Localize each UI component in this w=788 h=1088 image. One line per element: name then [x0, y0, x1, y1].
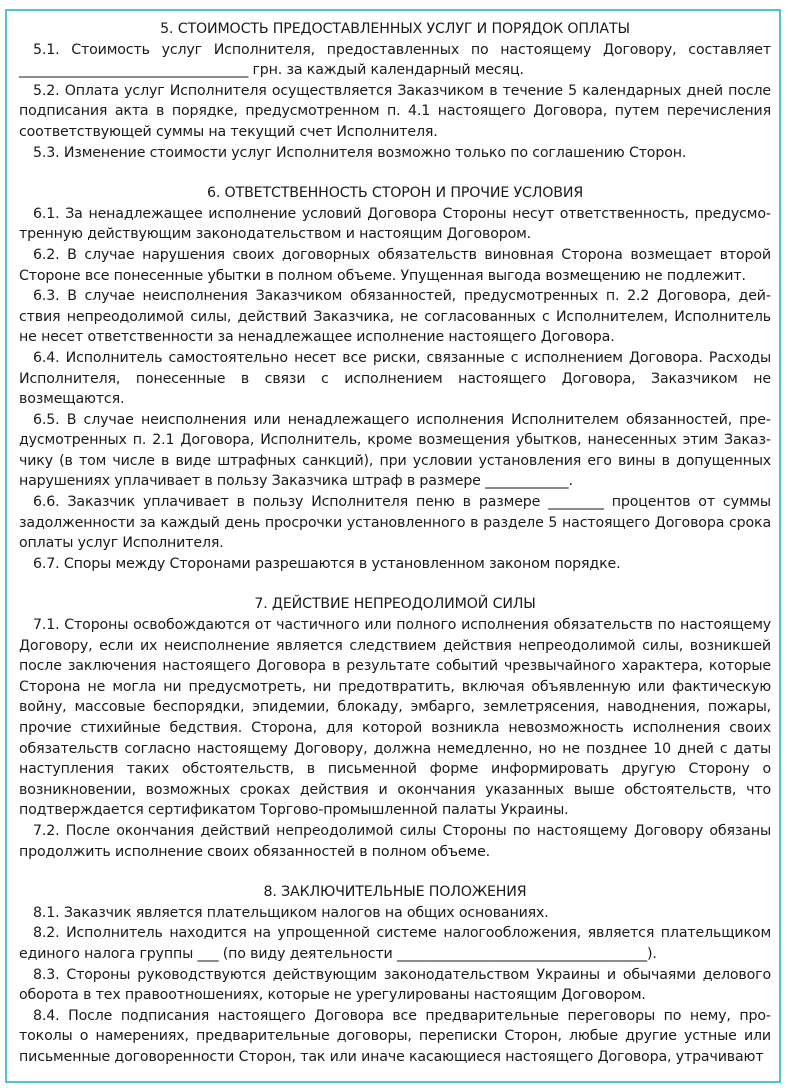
clause-6-7: 6.7. Споры между Сторонами разрешаются в установленном законом порядке.: [33, 555, 621, 572]
section-6: [19, 183, 771, 574]
clause-8-1: 8.1. Заказчик является плательщиком налогов на общих основаниях.: [33, 904, 549, 921]
clause-8-2: 8.2. Исполнитель находится на упрощенной системе налогообложения, является плательщиком единого налога группы ___ (по виду деятельности ____________________________________).: [19, 925, 771, 962]
clause-7-2: 7.2. После окончания действий непреодолимой силы Стороны по настоящему Договору обязаны продолжить исполнение своих обязанностей в полном объеме.: [19, 822, 771, 860]
clause-6-5: 6.5. В случае неисполнения или ненадлежащего исполнения Исполнителем обязанностей, предусмотренных п. 2.1 Договора, Исполнитель, кроме возмещения убытков, нанесенных этим Заказчику (в том числе в виде штрафных санкций), при условии установления его вины в допущенных нарушениях уплачивает в пользу Заказчика штраф в размере ____________.: [19, 411, 771, 490]
section-title: 6. ОТВЕТСТВЕННОСТЬ СТОРОН И ПРОЧИЕ УСЛОВИЯ: [206, 185, 584, 202]
clause-8-4: 8.4. После подписания настоящего Договора все предварительные переговоры по нему, протоколы о намерениях, предварительные договоры, переписки Сторон, любые другие устные или письменные договоренности Сторон, так или иначе касающиеся настоящего Договора, утрачивают: [19, 1007, 771, 1065]
section-8: [19, 882, 771, 1067]
clause-6-1: 6.1. За ненадлежащее исполнение условий Договора Стороны несут ответственность, предусмотренную действующим законодательством и настоящим Договором.: [19, 205, 771, 243]
section-title: 7. ДЕЙСТВИЕ НЕПРЕОДОЛИМОЙ СИЛЫ: [254, 596, 536, 613]
clause-5-2: 5.2. Оплата услуг Исполнителя осуществляется Заказчиком в течение 5 календарных дней после подписания акта в порядке, предусмотренном п. 4.1 настоящего Договора, путем перечисления соответствующей суммы на текущий счет Исполнителя.: [19, 82, 771, 140]
section-title: 8. ЗАКЛЮЧИТЕЛЬНЫЕ ПОЛОЖЕНИЯ: [263, 884, 527, 901]
clause-6-3: 6.3. В случае неисполнения Заказчиком обязанностей, предусмотренных п. 2.2 Договора, действия непреодолимой силы, действий Заказчика, не согласованных с Исполнителем, Исполнитель не несет ответственности за ненадлежащее исполнение настоящего Договора.: [19, 288, 771, 346]
clause-6-6: 6.6. Заказчик уплачивает в пользу Исполнителя пеню в размере ________ процентов от суммы задолженности за каждый день просрочки установленного в разделе 5 настоящего Договора срока оплаты услуг Исполнителя.: [19, 494, 771, 552]
clause-6-4: 6.4. Исполнитель самостоятельно несет все риски, связанные с исполнением Договора. Расходы Исполнителя, понесенные в связи с исполнением настоящего Договора, Заказчиком не возмещаются.: [19, 349, 771, 408]
section-title: 5. СТОИМОСТЬ ПРЕДОСТАВЛЕННЫХ УСЛУГ И ПОРЯДОК ОПЛАТЫ: [160, 21, 630, 37]
clause-7-1: 7.1. Стороны освобождаются от частичного или полного исполнения обязательств по настоящему Договору, если их неисполнение является следствием действия непреодолимой силы, возникшей после заключения настоящего Договора в результате событий чрезвычайного характера, которые Сторона не могла ни предусмотреть, ни предотвратить, включая объявленную или фактическую войну, массовые беспорядки, эпидемии, блокаду, эмбарго, землетрясения, наводнения, пожары, прочие стихийные бедствия. Сторона, для которой возникла невозможность исполнения своих обязательств согласно настоящему Договору, должна немедленно, но не позднее 10 дней с даты наступления таких обстоятельств, в письменной форме информировать другую Сторону о возникновении, возможных сроках действия и окончания указанных выше обстоятельств, что подтверждается сертификатом Торгово-промышленной палаты Украины.: [19, 617, 771, 819]
section-7: [19, 594, 771, 862]
clause-6-2: 6.2. В случае нарушения своих договорных обязательств виновная Сторона возмещает второй Стороне все понесенные убытки в полном объеме. Упущенная выгода возмещению не подлежит.: [19, 246, 771, 284]
clause-8-3: 8.3. Стороны руководствуются действующим законодательством Украины и обычаями делового оборота в тех правоотношениях, которые не урегулированы настоящим Договором.: [19, 966, 771, 1004]
clause-5-1: 5.1. Стоимость услуг Исполнителя, предоставленных по настоящему Договору, составляет _________________________________ грн. за каждый календарный месяц.: [19, 41, 771, 79]
section-5: [19, 19, 771, 163]
clause-5-3: 5.3. Изменение стоимости услуг Исполнителя возможно только по соглашению Сторон.: [33, 144, 687, 161]
contract-page: [19, 19, 771, 1088]
